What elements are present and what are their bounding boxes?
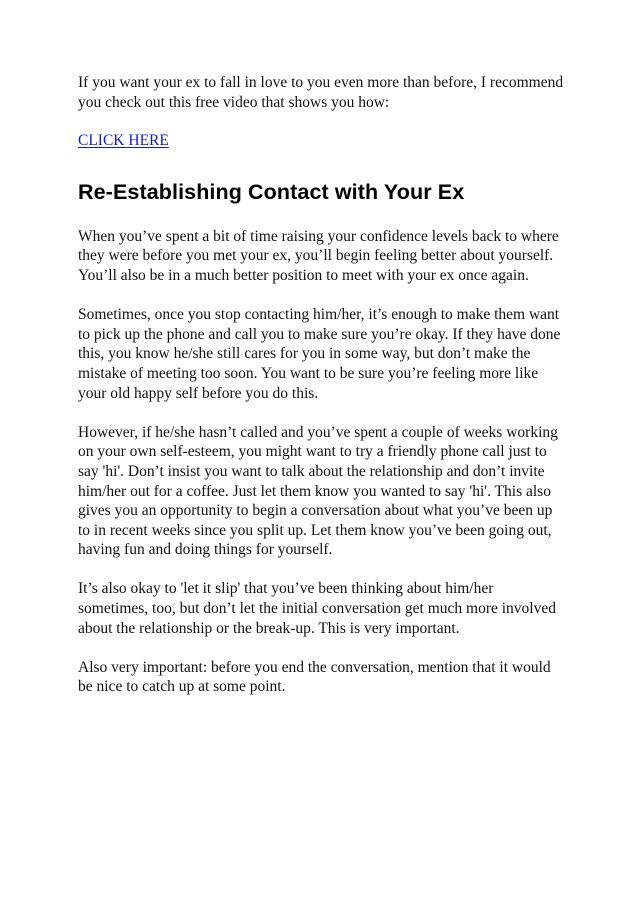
paragraph-5: Also very important: before you end the conversation, mention that it would be nice to catch up at some point.: [78, 658, 551, 696]
paragraph-4: It’s also okay to 'let it slip' that you’ve been thinking about him/her sometimes, too, but don’t let the initial conversation get much more involved about the relationship or the break-up. This is very important.: [78, 580, 556, 637]
article-heading: Re-Establishing Contact with Your Ex: [78, 179, 465, 204]
click-here-link[interactable]: CLICK HERE: [78, 132, 169, 150]
paragraph-1: When you’ve spent a bit of time raising your confidence levels back to where they were before you met your ex, you’ll begin feeling better about yourself. You’ll also be in a much better position to meet with your ex once again.: [78, 227, 559, 284]
paragraph-2: Sometimes, once you stop contacting him/her, it’s enough to make them want to pick up the phone and call you to make sure you’re okay. If they have done this, you know he/she still cares for you in some way, but don’t make the mistake of meeting too soon. You want to be sure you’re feeling more like your old happy self before you do this.: [78, 306, 561, 402]
document-page: [78, 73, 566, 717]
intro-text: If you want your ex to fall in love to you even more than before, I recommend you check out this free video that shows you how:: [78, 74, 564, 111]
paragraph-3: However, if he/she hasn’t called and you’ve spent a couple of weeks working on your own self-esteem, you might want to try a friendly phone call just to say 'hi'. Don’t insist you want to talk about the relationship and don’t invite him/her out for a coffee. Just let them know you wanted to say 'hi'. This also gives you an opportunity to begin a conversation about what you’ve been up to in recent weeks since you split up. Let them know you’ve been going out, having fun and doing things for yourself.: [78, 423, 558, 559]
